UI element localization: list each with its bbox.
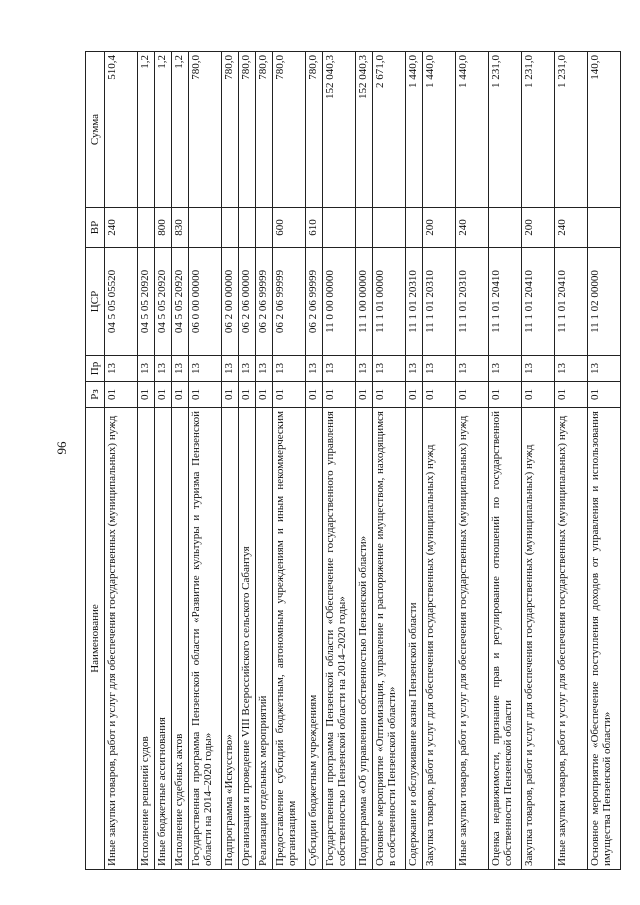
cell-sum: 780,0: [273, 52, 306, 208]
table-row: [189, 52, 222, 870]
cell-vr: [489, 208, 522, 248]
cell-csr: 06 2 06 99999: [306, 248, 323, 356]
cell-name: Исполнение решений судов: [138, 408, 155, 870]
table-row: [423, 52, 456, 870]
cell-vr: 240: [105, 208, 138, 248]
cell-vr: 610: [306, 208, 323, 248]
table-row: [239, 52, 256, 870]
cell-pr: 13: [423, 356, 456, 382]
table-row: [522, 52, 555, 870]
cell-name: Иные бюджетные ассигнования: [155, 408, 172, 870]
cell-rz: 01: [189, 382, 222, 408]
header-sum: Сумма: [86, 52, 105, 208]
cell-csr: 11 1 01 00000: [373, 248, 406, 356]
cell-vr: [239, 208, 256, 248]
cell-name: Подпрограмма «Об управлении собственностью Пензенской области»: [356, 408, 373, 870]
cell-csr: 06 0 00 00000: [189, 248, 222, 356]
cell-name: Иные закупки товаров, работ и услуг для обеспечения государственных (муниципальных) нужд: [105, 408, 138, 870]
cell-rz: 01: [489, 382, 522, 408]
table-row: [555, 52, 588, 870]
cell-sum: 1 440,0: [423, 52, 456, 208]
cell-pr: 13: [189, 356, 222, 382]
cell-pr: 13: [105, 356, 138, 382]
rotated-page-content: [85, 52, 614, 870]
header-rz: Рз: [86, 382, 105, 408]
cell-vr: 240: [456, 208, 489, 248]
cell-vr: [138, 208, 155, 248]
header-name: Наименование: [86, 408, 105, 870]
cell-pr: 13: [522, 356, 555, 382]
cell-name: Иные закупки товаров, работ и услуг для обеспечения государственных (муниципальных) нужд: [555, 408, 588, 870]
cell-name: Организация и проведение VIII Всероссийского сельского Сабантуя: [239, 408, 256, 870]
cell-name: Оценка недвижимости, признание прав и регулирование отношений по государственной собственности Пензенской области: [489, 408, 522, 870]
cell-name: Государственная программа Пензенской области «Развитие культуры и туризма Пензенской области на 2014–2020 годы»: [189, 408, 222, 870]
cell-sum: 1 231,0: [489, 52, 522, 208]
cell-vr: 240: [555, 208, 588, 248]
cell-rz: 01: [522, 382, 555, 408]
table-row: [105, 52, 138, 870]
cell-name: Государственная программа Пензенской области «Обеспечение государственного управления собственностью Пензенской области на 2014–2020 годы»: [323, 408, 356, 870]
cell-pr: 13: [172, 356, 189, 382]
header-vr: ВР: [86, 208, 105, 248]
header-csr: ЦСР: [86, 248, 105, 356]
cell-rz: 01: [406, 382, 423, 408]
cell-csr: 11 1 01 20410: [522, 248, 555, 356]
cell-rz: 01: [373, 382, 406, 408]
cell-csr: 11 0 00 00000: [323, 248, 356, 356]
table-row: [588, 52, 621, 870]
cell-name: Реализация отдельных мероприятий: [256, 408, 273, 870]
cell-vr: [256, 208, 273, 248]
cell-pr: 13: [239, 356, 256, 382]
cell-vr: 200: [522, 208, 555, 248]
cell-sum: 140,0: [588, 52, 621, 208]
cell-sum: 152 040,3: [356, 52, 373, 208]
cell-sum: 2 671,0: [373, 52, 406, 208]
cell-csr: 06 2 00 00000: [222, 248, 239, 356]
cell-pr: 13: [588, 356, 621, 382]
cell-sum: 510,4: [105, 52, 138, 208]
table-row: [373, 52, 406, 870]
cell-name: Содержание и обслуживание казны Пензенской области: [406, 408, 423, 870]
table-row: [456, 52, 489, 870]
cell-vr: [189, 208, 222, 248]
cell-name: Исполнение судебных актов: [172, 408, 189, 870]
table-row: [323, 52, 356, 870]
cell-rz: 01: [105, 382, 138, 408]
cell-rz: 01: [155, 382, 172, 408]
cell-name: Основное мероприятие «Обеспечение поступления доходов от управления и использования имущества Пензенской области»: [588, 408, 621, 870]
table-row: [406, 52, 423, 870]
table-header-row: [86, 52, 105, 870]
cell-sum: 780,0: [306, 52, 323, 208]
header-pr: Пр: [86, 356, 105, 382]
cell-csr: 11 1 01 20310: [406, 248, 423, 356]
cell-sum: 1,2: [138, 52, 155, 208]
cell-pr: 13: [256, 356, 273, 382]
cell-sum: 780,0: [239, 52, 256, 208]
cell-name: Подпрограмма «Искусство»: [222, 408, 239, 870]
budget-table: [85, 51, 621, 870]
cell-pr: 13: [155, 356, 172, 382]
table-row: [273, 52, 306, 870]
cell-pr: 13: [138, 356, 155, 382]
cell-rz: 01: [555, 382, 588, 408]
cell-rz: 01: [172, 382, 189, 408]
cell-csr: 06 2 06 99999: [273, 248, 306, 356]
table-row: [306, 52, 323, 870]
cell-vr: [323, 208, 356, 248]
cell-vr: [373, 208, 406, 248]
cell-csr: 11 1 01 20410: [489, 248, 522, 356]
cell-vr: 800: [155, 208, 172, 248]
cell-pr: 13: [489, 356, 522, 382]
cell-sum: 152 040,3: [323, 52, 356, 208]
cell-sum: 1 440,0: [406, 52, 423, 208]
cell-csr: 04 5 05 20920: [172, 248, 189, 356]
cell-rz: 01: [456, 382, 489, 408]
cell-rz: 01: [273, 382, 306, 408]
cell-sum: 780,0: [189, 52, 222, 208]
cell-name: Закупка товаров, работ и услуг для обеспечения государственных (муниципальных) нужд: [522, 408, 555, 870]
cell-vr: 200: [423, 208, 456, 248]
cell-csr: 04 5 05 20920: [155, 248, 172, 356]
cell-name: Субсидии бюджетным учреждениям: [306, 408, 323, 870]
cell-csr: 11 1 01 20410: [555, 248, 588, 356]
table-row: [489, 52, 522, 870]
table-row: [256, 52, 273, 870]
cell-sum: 1 231,0: [555, 52, 588, 208]
cell-rz: 01: [256, 382, 273, 408]
table-row: [222, 52, 239, 870]
cell-csr: 06 2 06 00000: [239, 248, 256, 356]
cell-pr: 13: [273, 356, 306, 382]
cell-rz: 01: [423, 382, 456, 408]
cell-rz: 01: [588, 382, 621, 408]
cell-rz: 01: [306, 382, 323, 408]
cell-name: Предоставление субсидий бюджетным, автономным учреждениям и иным некоммерческим организациям: [273, 408, 306, 870]
cell-sum: 780,0: [256, 52, 273, 208]
cell-csr: 11 1 01 20310: [423, 248, 456, 356]
table-row: [356, 52, 373, 870]
cell-rz: 01: [239, 382, 256, 408]
table-row: [172, 52, 189, 870]
page-number: 96: [54, 441, 69, 455]
cell-rz: 01: [356, 382, 373, 408]
cell-name: Иные закупки товаров, работ и услуг для обеспечения государственных (муниципальных) нужд: [456, 408, 489, 870]
cell-csr: 04 5 05 20920: [138, 248, 155, 356]
cell-vr: [222, 208, 239, 248]
cell-pr: 13: [456, 356, 489, 382]
cell-vr: [356, 208, 373, 248]
cell-csr: 06 2 06 99999: [256, 248, 273, 356]
cell-csr: 11 1 01 20310: [456, 248, 489, 356]
cell-sum: 1,2: [172, 52, 189, 208]
table-row: [138, 52, 155, 870]
cell-rz: 01: [222, 382, 239, 408]
cell-csr: 11 1 02 00000: [588, 248, 621, 356]
cell-pr: 13: [222, 356, 239, 382]
table-row: [155, 52, 172, 870]
cell-sum: 1 440,0: [456, 52, 489, 208]
cell-csr: 11 1 00 00000: [356, 248, 373, 356]
cell-rz: 01: [323, 382, 356, 408]
cell-sum: 1 231,0: [522, 52, 555, 208]
cell-csr: 04 5 05 05520: [105, 248, 138, 356]
cell-vr: 830: [172, 208, 189, 248]
cell-pr: 13: [356, 356, 373, 382]
cell-vr: [588, 208, 621, 248]
cell-vr: 600: [273, 208, 306, 248]
cell-name: Основное мероприятие «Оптимизация, управление и распоряжение имуществом, находящимся в собственности Пензенской области»: [373, 408, 406, 870]
cell-vr: [406, 208, 423, 248]
cell-pr: 13: [406, 356, 423, 382]
cell-sum: 1,2: [155, 52, 172, 208]
cell-name: Закупка товаров, работ и услуг для обеспечения государственных (муниципальных) нужд: [423, 408, 456, 870]
cell-pr: 13: [306, 356, 323, 382]
cell-sum: 780,0: [222, 52, 239, 208]
cell-pr: 13: [323, 356, 356, 382]
cell-rz: 01: [138, 382, 155, 408]
cell-pr: 13: [555, 356, 588, 382]
cell-pr: 13: [373, 356, 406, 382]
